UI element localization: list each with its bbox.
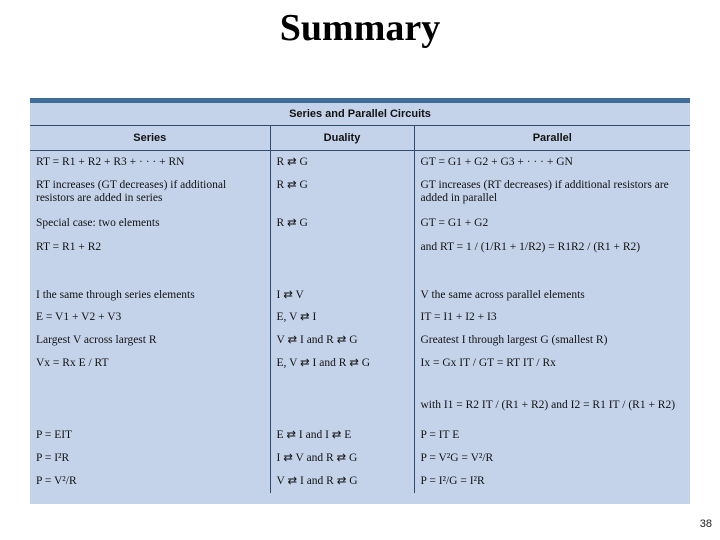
cell-duality: I ⇄ V (270, 284, 414, 306)
cell-series: E = V1 + V2 + V3 (30, 306, 270, 329)
table-row (30, 424, 690, 447)
cell-duality: E, V ⇄ I (270, 306, 414, 329)
cell-series (30, 394, 270, 424)
cell-parallel: and RT = 1 / (1/R1 + 1/R2) = R1R2 / (R1 + R2) (420, 240, 641, 253)
table-row (30, 329, 690, 352)
cell-parallel: IT = I1 + I2 + I3 (420, 310, 497, 323)
table-row (30, 306, 690, 329)
cell-series: P = EIT (30, 424, 270, 447)
table-title: Series and Parallel Circuits (30, 103, 690, 126)
table-row (30, 394, 690, 424)
table-row (30, 470, 690, 493)
cell-series: I the same through series elements (30, 284, 270, 306)
cell-duality: E, V ⇄ I and R ⇄ G (270, 352, 414, 394)
cell-parallel: P = I²/G = I²R (420, 474, 485, 487)
cell-parallel: P = IT E (420, 428, 460, 441)
cell-series: Special case: two elements (30, 212, 270, 236)
cell-series: RT increases (GT decreases) if additional resistors are added in series (30, 174, 270, 212)
cell-parallel: Ix = Gx IT / GT = RT IT / Rx (420, 356, 556, 369)
cell-parallel: GT increases (RT decreases) if additional resistors are added in parallel (420, 178, 669, 204)
cell-duality: I ⇄ V and R ⇄ G (270, 447, 414, 470)
cell-duality: R ⇄ G (270, 212, 414, 236)
cell-series: P = V²/R (30, 470, 270, 493)
cell-duality: E ⇄ I and I ⇄ E (270, 424, 414, 447)
cell-series: P = I²R (30, 447, 270, 470)
slide-title: Summary (279, 7, 441, 49)
table-row (30, 284, 690, 306)
summary-table (30, 103, 690, 493)
cell-duality: V ⇄ I and R ⇄ G (270, 329, 414, 352)
cell-parallel: GT = G1 + G2 (420, 216, 489, 229)
table-row (30, 352, 690, 394)
cell-series: Vx = Rx E / RT (30, 352, 270, 394)
cell-duality (270, 394, 414, 424)
cell-duality (270, 236, 414, 284)
cell-duality: V ⇄ I and R ⇄ G (270, 470, 414, 493)
cell-duality: R ⇄ G (270, 151, 414, 174)
cell-series: RT = R1 + R2 + R3 + · · · + RN (30, 151, 270, 174)
page-number: 38 (699, 518, 712, 530)
header-duality: Duality (270, 126, 414, 151)
header-series: Series (30, 126, 270, 151)
table-row (30, 151, 690, 174)
cell-parallel: V the same across parallel elements (420, 288, 585, 301)
table-row (30, 212, 690, 236)
table-row (30, 447, 690, 470)
cell-parallel: P = V²G = V²/R (420, 451, 494, 464)
cell-series: Largest V across largest R (30, 329, 270, 352)
cell-parallel: GT = G1 + G2 + G3 + · · · + GN (420, 156, 573, 168)
cell-parallel: Greatest I through largest G (smallest R) (420, 333, 608, 346)
table-row (30, 236, 690, 284)
cell-duality: R ⇄ G (270, 174, 414, 212)
cell-parallel: with I1 = R2 IT / (R1 + R2) and I2 = R1 IT / (R1 + R2) (420, 398, 676, 411)
header-parallel: Parallel (414, 126, 690, 151)
table-row (30, 174, 690, 212)
cell-series: RT = R1 + R2 (30, 236, 270, 284)
summary-table-panel (30, 98, 690, 504)
